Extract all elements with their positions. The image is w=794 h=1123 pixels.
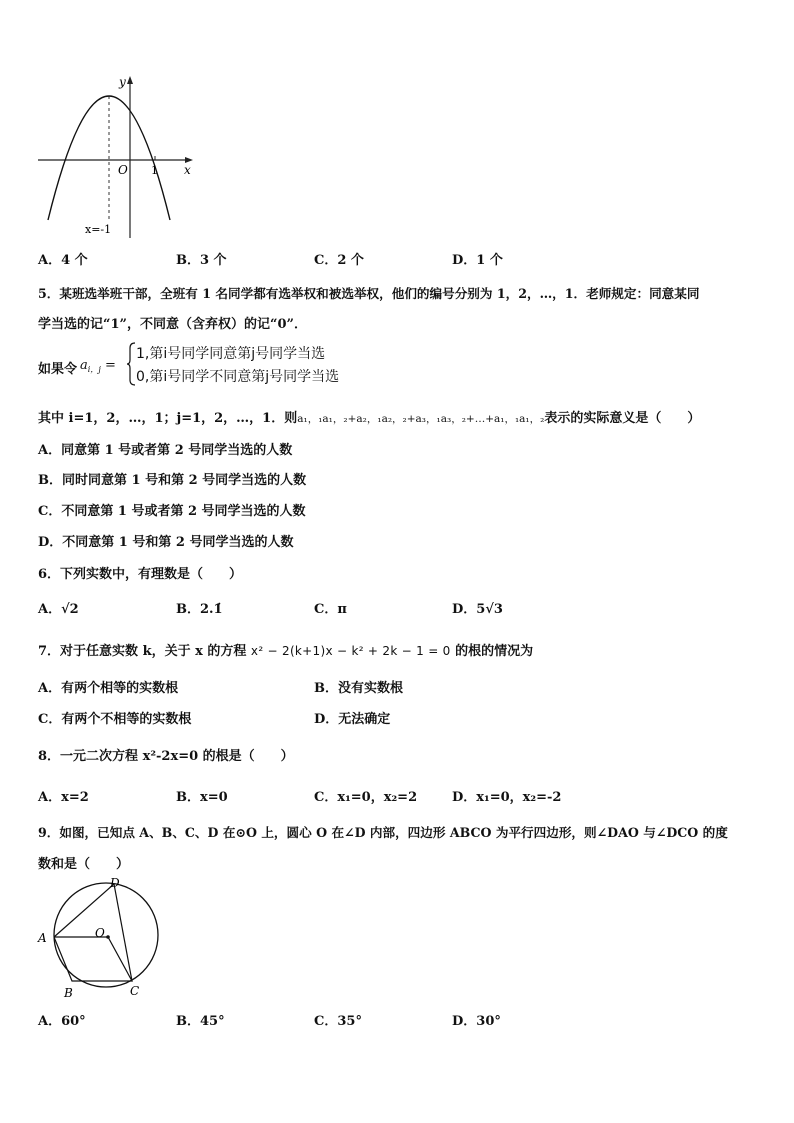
- q5-question-start: 其中 i=1，2，…，1；j=1，2，…，1．则: [38, 411, 298, 426]
- q7-equation: x² − 2(k+1)x − k² + 2k − 1 = 0: [250, 644, 451, 658]
- q9-stem-line2: 数和是（ ）: [38, 857, 130, 872]
- parabola-graph: [30, 72, 200, 242]
- q6-option-c[interactable]: C．π: [314, 602, 347, 617]
- q5-stem-line2: 学当选的记“1”，不同意（含弃权）的记“0”．: [38, 317, 308, 332]
- q5-option-d[interactable]: D．不同意第 1 号和第 2 号同学当选的人数: [38, 535, 294, 550]
- q6-option-a[interactable]: A．√2: [38, 602, 79, 617]
- q7-option-d[interactable]: D．无法确定: [314, 712, 391, 727]
- circle-figure: [34, 875, 164, 1000]
- q5-question-end: 表示的实际意义是（ ）: [544, 411, 701, 426]
- q5-aij-symbol: [80, 358, 116, 375]
- point-c-label: C: [130, 984, 140, 998]
- q8-option-d[interactable]: D．x₁=0，x₂=-2: [452, 790, 562, 805]
- q5-definition-prefix: 如果令: [38, 362, 78, 377]
- q7-option-a[interactable]: A．有两个相等的实数根: [38, 681, 179, 696]
- q8-stem: 8．一元二次方程 x²-2x=0 的根是（ ）: [38, 749, 294, 764]
- q4-option-c[interactable]: C．2 个: [314, 253, 364, 268]
- point-b-label: B: [64, 986, 73, 1000]
- q9-option-c[interactable]: C．35°: [314, 1014, 362, 1029]
- q6-option-b[interactable]: B．2.1̇: [176, 602, 223, 617]
- q4-option-a[interactable]: A．4 个: [38, 253, 88, 268]
- q7-option-c[interactable]: C．有两个不相等的实数根: [38, 712, 192, 727]
- q7-stem: [38, 640, 533, 659]
- q9-option-d[interactable]: D．30°: [452, 1014, 501, 1029]
- point-o-label: O: [95, 926, 105, 940]
- q5-aij-subscript: i，j: [87, 365, 101, 374]
- q7-stem-end: 的根的情况为: [455, 644, 534, 659]
- q5-aij-equals: =: [104, 358, 116, 373]
- q5-question-expression: a₁，₁a₁，₂+a₂，₁a₂，₂+a₃，₁a₃，₂+…+a₁，₁a₁，₂: [297, 413, 545, 425]
- q8-option-c[interactable]: C．x₁=0，x₂=2: [314, 790, 418, 805]
- q7-stem-start: 7．对于任意实数 k，关于 x 的方程: [38, 644, 247, 659]
- q8-option-a[interactable]: A．x=2: [38, 790, 89, 805]
- q5-stem-line1: 5．某班选举班干部，全班有 1 名同学都有选举权和被选举权，他们的编号分别为 1，2，…，1．老师规定：同意某同: [38, 286, 700, 301]
- axis-of-symmetry-label: x=-1: [85, 223, 112, 236]
- y-axis-label: y: [119, 75, 126, 89]
- q5-case-2: 0,第i号同学不同意第j号同学当选: [136, 369, 340, 385]
- q5-brace: [126, 342, 136, 386]
- point-a-label: A: [38, 931, 47, 945]
- q4-option-d[interactable]: D．1 个: [452, 253, 503, 268]
- q7-option-b[interactable]: B．没有实数根: [314, 681, 403, 696]
- q5-option-c[interactable]: C．不同意第 1 号或者第 2 号同学当选的人数: [38, 504, 306, 519]
- q5-aij-letter: a: [80, 358, 88, 373]
- q8-option-b[interactable]: B．x=0: [176, 790, 228, 805]
- q5-option-a[interactable]: A．同意第 1 号或者第 2 号同学当选的人数: [38, 443, 293, 458]
- q9-option-b[interactable]: B．45°: [176, 1014, 225, 1029]
- origin-label: O: [118, 163, 128, 177]
- point-d-label: D: [110, 876, 120, 890]
- q5-option-b[interactable]: B．同时同意第 1 号和第 2 号同学当选的人数: [38, 473, 307, 488]
- q5-case-1: 1,第i号同学同意第j号同学当选: [136, 346, 326, 362]
- tick-one-label: 1: [151, 164, 158, 177]
- q6-stem: 6．下列实数中，有理数是（ ）: [38, 567, 243, 582]
- q9-stem-line1: 9．如图，已知点 A、B、C、D 在⊙O 上，圆心 O 在∠D 内部，四边形 ABCO 为平行四边形，则∠DAO 与∠DCO 的度: [38, 825, 728, 840]
- q6-option-d[interactable]: D．5√3: [452, 602, 503, 617]
- q4-option-b[interactable]: B．3 个: [176, 253, 227, 268]
- q9-option-a[interactable]: A．60°: [38, 1014, 86, 1029]
- x-axis-label: x: [184, 163, 191, 177]
- q5-question-line: [38, 407, 700, 426]
